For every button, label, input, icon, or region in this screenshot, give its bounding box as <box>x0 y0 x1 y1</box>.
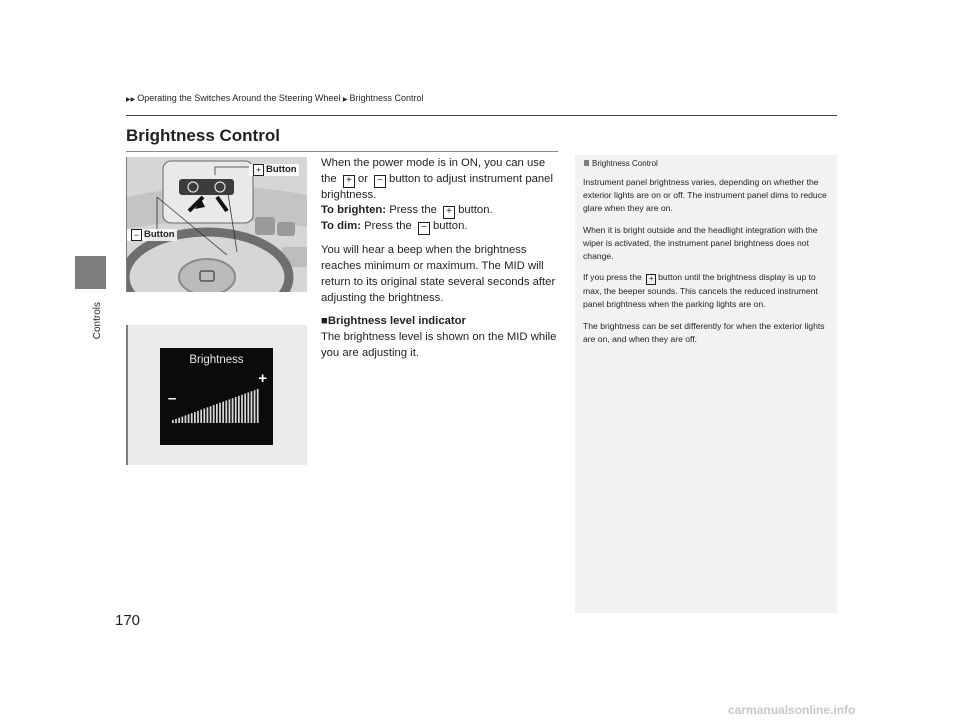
header-divider <box>126 115 837 116</box>
brightness-bar <box>185 415 187 423</box>
brightness-bar <box>194 412 196 423</box>
sidebar-paragraph-1: Instrument panel brightness varies, depending on whether the exterior lights are on or off. The instrument panel dims to reduce glare when they are on. <box>583 177 827 214</box>
brightness-bar <box>200 410 202 423</box>
brighten-instruction: To brighten: Press the + button. <box>321 204 493 218</box>
square-bullet-icon: ■ <box>321 315 328 328</box>
brightness-bar <box>238 396 240 423</box>
brightness-bar <box>213 405 215 423</box>
brightness-bar <box>172 420 174 423</box>
brightness-bar <box>244 394 246 423</box>
steering-wheel-illustration <box>127 157 307 292</box>
minus-key-icon: − <box>374 175 386 188</box>
section-tab-label: Controls <box>92 302 103 340</box>
brightness-bar <box>229 399 231 423</box>
breadcrumb <box>126 93 424 103</box>
breadcrumb-arrow-icon: ▶▶ <box>126 97 136 103</box>
brightness-bar <box>181 417 183 423</box>
body-paragraph-1: When the power mode is in ON, you can use the + or − button to adjust instrument panel brightness. <box>321 157 553 201</box>
brightness-bar <box>178 418 180 423</box>
brightness-bar <box>203 409 205 423</box>
minus-button-callout: − Button <box>127 229 177 241</box>
plus-key-icon: + <box>646 274 656 285</box>
brightness-bar <box>207 407 209 423</box>
subheading: ■Brightness level indicator <box>321 315 466 328</box>
watermark: carmanualsonline.info <box>728 703 856 717</box>
brightness-bar <box>232 398 234 423</box>
breadcrumb-part-2[interactable]: Brightness Control <box>349 93 424 103</box>
brightness-bar <box>216 404 218 423</box>
body-text <box>321 156 561 361</box>
breadcrumb-arrow-icon: ▶ <box>342 97 348 103</box>
minus-key-icon: − <box>418 222 430 235</box>
dim-instruction: To dim: Press the − button. <box>321 220 468 234</box>
brightness-bar <box>257 389 259 423</box>
sidebar-text <box>583 176 829 354</box>
brightness-bar <box>254 390 256 423</box>
plus-key-icon: + <box>443 206 455 219</box>
sidebar-paragraph-2: When it is bright outside and the headlight integration with the wiper is activated, the instrument panel brightness does not change. <box>583 224 818 262</box>
mid-title: Brightness <box>189 354 244 366</box>
sidebar-paragraph-3: If you press the + button until the brightness display is up to max, the beeper sounds. This cancels the reduced instrument panel brightness when the parking lights are on. <box>583 272 818 310</box>
note-marker-icon <box>584 160 589 166</box>
brightness-bar <box>219 403 221 423</box>
section-title: Brightness Control <box>126 126 280 145</box>
mid-brightness-display <box>160 348 273 445</box>
steering-wheel-figure <box>127 157 307 292</box>
brightness-bar <box>210 406 212 423</box>
brightness-bar <box>251 391 253 423</box>
brightness-bar <box>191 413 193 423</box>
brightness-level-bars <box>160 348 273 445</box>
body-paragraph-2: You will hear a beep when the brightness reaches minimum or maximum. The MID will return to its original state several seconds after adjusting the brightness. <box>321 244 556 304</box>
mid-minus-symbol: – <box>168 390 177 407</box>
plus-key-icon: + <box>343 175 355 188</box>
body-paragraph-3: The brightness level is shown on the MID while you are adjusting it. <box>321 330 557 359</box>
section-tab-marker <box>75 256 106 289</box>
page-number: 170 <box>115 612 141 629</box>
title-divider <box>126 151 558 152</box>
breadcrumb-part-1[interactable]: Operating the Switches Around the Steering Wheel <box>137 93 341 103</box>
brightness-bar <box>188 414 190 423</box>
brightness-bar <box>235 397 237 423</box>
brightness-bar <box>225 400 227 423</box>
brightness-bar <box>222 402 224 423</box>
sidebar-paragraph-4: The brightness can be set differently for when the exterior lights are on, and when they are off. <box>583 320 825 344</box>
plus-key-icon: + <box>253 164 264 176</box>
mid-plus-symbol: + <box>258 370 267 387</box>
brightness-bar <box>247 392 249 423</box>
minus-key-icon: − <box>131 229 142 241</box>
brightness-bar <box>197 411 199 423</box>
plus-button-callout: + Button <box>249 164 299 176</box>
brightness-bar <box>241 395 243 423</box>
brightness-bar <box>175 419 177 423</box>
sidebar-heading: Brightness Control <box>584 159 658 168</box>
